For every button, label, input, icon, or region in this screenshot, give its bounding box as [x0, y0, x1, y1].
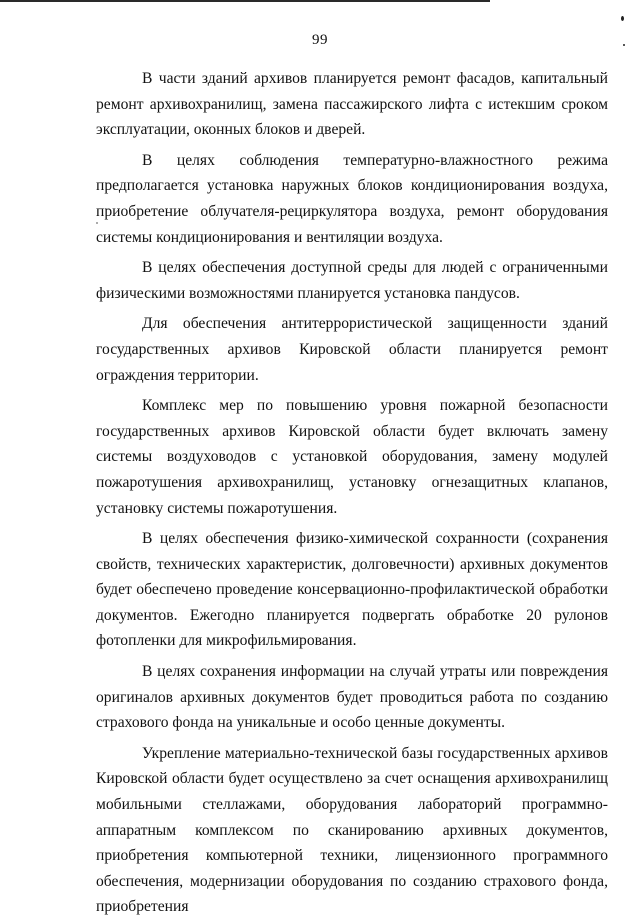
paragraph-physical-chemical-preservation: В целях обеспечения физико-химической сохранности (сохранения свойств, технических характеристик, долговечности) архивных документов будет обеспечено проведение консервационно-профилактической обработки документов. Ежегодно планируется подвергать обработке 20 рулонов фотопленки для микрофильмирования. — [96, 530, 608, 650]
paragraph-building-repairs: В части зданий архивов планируется ремонт фасадов, капитальный ремонт архивохранилищ, замена пассажирского лифта с истекшим сроком эксплуатации, оконных блоков и дверей. — [96, 70, 608, 139]
top-scan-rule — [0, 0, 490, 2]
scan-speck — [621, 16, 624, 21]
document-body — [96, 66, 608, 920]
paragraph-accessibility: В целях обеспечения доступной среды для людей с ограниченными физическими возможностями планируется установка пандусов. — [96, 259, 608, 302]
paragraph-fire-safety: Комплекс мер по повышению уровня пожарной безопасности государственных архивов Кировской области будет включать замену системы воздуховодов с установкой оборудования, замену модулей пожаротушения архивохранилищ, установку огнезащитных клапанов, установку системы пожаротушения. — [96, 397, 608, 517]
paragraph-anti-terror: Для обеспечения антитеррористической защищенности зданий государственных архивов Кировской области планируется ремонт ограждения территории. — [96, 315, 608, 384]
paragraph-climate-control: В целях соблюдения температурно-влажностного режима предполагается установка наружных блоков кондиционирования воздуха, приобретение облучателя-рециркулятора воздуха, ремонт оборудования системы кондиционирования и вентиляции воздуха. — [96, 151, 608, 246]
page-number: 99 — [312, 32, 328, 48]
paragraph-material-technical-base: Укрепление материально-технической базы государственных архивов Кировской области будет осуществлено за счет оснащения архивохранилищ мобильными стеллажами, оборудования лабораторий программно-аппаратным комплексом по сканированию архивных документов, приобретения компьютерной техники, лицензионного программного обеспечения, модернизации оборудования по созданию страхового фонда, приобретения — [96, 744, 608, 916]
paragraph-insurance-fund: В целях сохранения информации на случай утраты или повреждения оригиналов архивных документов будет проводиться работа по созданию страхового фонда на уникальные и особо ценные документы. — [96, 663, 608, 732]
